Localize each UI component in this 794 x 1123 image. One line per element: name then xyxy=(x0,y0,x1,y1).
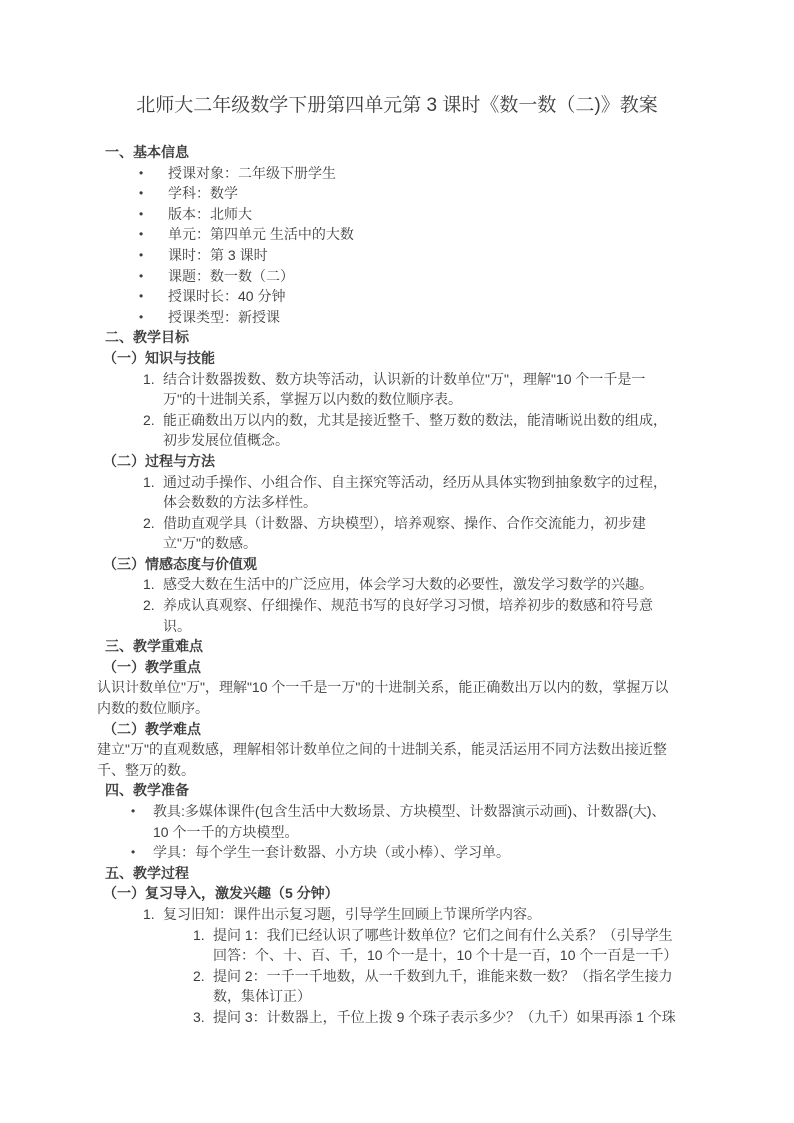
section-heading xyxy=(97,327,678,348)
block-text: 授课对象：二年级下册学生 xyxy=(168,164,336,181)
list-number: 3. xyxy=(193,1008,205,1025)
bullet-item xyxy=(97,163,678,184)
bullet-icon: • xyxy=(139,206,144,221)
list-number: 1. xyxy=(193,926,205,943)
block-text: 养成认真观察、仔细操作、规范书写的良好学习习惯，培养初步的数感和符号意识。 xyxy=(163,597,653,634)
block-text: （一）知识与技能 xyxy=(103,349,215,366)
bullet-icon: • xyxy=(139,268,144,283)
bullet-item xyxy=(97,286,678,307)
subsection-heading xyxy=(97,883,678,904)
numbered-item xyxy=(97,904,678,925)
block-text: 能正确数出万以内的数，尤其是接近整千、整万数的数法，能清晰说出数的组成，初步发展位值概念。 xyxy=(163,411,667,449)
bullet-item xyxy=(97,307,678,328)
block-text: 课题：数一数（二） xyxy=(168,267,294,284)
block-text: 学科：数学 xyxy=(168,185,238,202)
section-heading xyxy=(97,863,678,884)
bullet-icon: • xyxy=(139,227,144,242)
bullet-item xyxy=(97,842,678,863)
bullet-item xyxy=(97,245,678,266)
block-text: 教具:多媒体课件(包含生活中大数场景、方块模型、计数器演示动画)、计数器(大)、10 个一千的方块模型。 xyxy=(153,803,666,840)
bullet-icon: • xyxy=(131,845,136,860)
numbered-item xyxy=(97,513,678,554)
bullet-item xyxy=(97,224,678,245)
block-text: 单元：第四单元 生活中的大数 xyxy=(168,226,354,243)
section-heading xyxy=(97,780,678,801)
block-text: 提问 2：一千一千地数，从一千数到九千，谁能来数一数？（指名学生接力数，集体订正） xyxy=(213,967,673,1005)
block-text: 结合计数器拨数、数方块等活动，认识新的计数单位"万"，理解"10 个一千是一万"的十进制关系，掌握万以内数的数位顺序表。 xyxy=(163,370,646,408)
block-text: 三、教学重难点 xyxy=(105,638,203,655)
list-number: 2. xyxy=(143,411,155,428)
bullet-icon: • xyxy=(139,247,144,262)
block-text: 提问 3：计数器上，千位上拨 9 个珠子表示多少？（九千）如果再添 1 个珠 xyxy=(213,1008,676,1025)
block-text: 课时：第 3 课时 xyxy=(168,246,268,263)
list-number: 1. xyxy=(143,473,155,490)
bullet-item xyxy=(97,183,678,204)
bullet-item xyxy=(97,266,678,287)
paragraph xyxy=(97,739,678,780)
block-text: 通过动手操作、小组合作、自主探究等活动，经历从具体实物到抽象数字的过程，体会数数的方法多样性。 xyxy=(163,473,667,511)
list-number: 2. xyxy=(143,597,155,614)
subsection-heading xyxy=(97,451,678,472)
block-text: 版本：北师大 xyxy=(168,205,252,222)
numbered-item xyxy=(97,966,678,1007)
bullet-icon: • xyxy=(139,289,144,304)
list-number: 1. xyxy=(143,370,155,387)
block-text: 授课类型：新授课 xyxy=(168,308,280,325)
bullet-icon: • xyxy=(139,186,144,201)
numbered-item xyxy=(97,1007,678,1028)
subsection-heading xyxy=(97,719,678,740)
numbered-item xyxy=(97,574,678,595)
bullet-item xyxy=(97,801,678,842)
subsection-heading xyxy=(97,657,678,678)
bullet-icon: • xyxy=(139,165,144,180)
block-text: （一）复习导入，激发兴趣（5 分钟） xyxy=(103,885,339,902)
block-text: （二）过程与方法 xyxy=(103,452,215,469)
block-text: 四、教学准备 xyxy=(105,782,189,799)
bullet-icon: • xyxy=(131,804,136,818)
numbered-item xyxy=(97,925,678,966)
list-number: 2. xyxy=(193,967,205,984)
document-body xyxy=(97,142,678,1028)
block-text: 认识计数单位"万"，理解"10 个一千是一万"的十进制关系，能正确数出万以内的数，掌握万以内数的数位顺序。 xyxy=(97,679,669,717)
bullet-item xyxy=(97,204,678,225)
list-number: 1. xyxy=(143,905,155,922)
paragraph xyxy=(97,677,678,718)
block-text: 授课时长：40 分钟 xyxy=(168,288,286,305)
numbered-item xyxy=(97,410,678,451)
block-text: 借助直观学具（计数器、方块模型），培养观察、操作、合作交流能力，初步建立"万"的数感。 xyxy=(163,514,646,552)
numbered-item xyxy=(97,472,678,513)
block-text: （二）教学难点 xyxy=(103,720,201,737)
subsection-heading xyxy=(97,554,678,575)
block-text: 复习旧知：课件出示复习题，引导学生回顾上节课所学内容。 xyxy=(163,905,541,922)
block-text: 学具：每个学生一套计数器、小方块（或小棒）、学习单。 xyxy=(153,844,510,861)
block-text: 二、教学目标 xyxy=(105,329,189,346)
subsection-heading xyxy=(97,348,678,369)
block-text: 一、基本信息 xyxy=(105,144,189,160)
block-text: （一）教学重点 xyxy=(103,658,201,675)
block-text: 建立"万"的直观数感，理解相邻计数单位之间的十进制关系，能灵活运用不同方法数出接近整千、整万的数。 xyxy=(97,741,667,778)
block-text: 感受大数在生活中的广泛应用，体会学习大数的必要性，激发学习数学的兴趣。 xyxy=(163,576,653,593)
list-number: 2. xyxy=(143,514,155,531)
block-text: 五、教学过程 xyxy=(105,864,189,881)
list-number: 1. xyxy=(143,576,155,593)
block-text: 提问 1：我们已经认识了哪些计数单位？它们之间有什么关系？（引导学生回答：个、十、百、千，10 个一是十，10 个十是一百，10 个一百是一千） xyxy=(213,926,678,964)
numbered-item xyxy=(97,369,678,410)
block-text: （三）情感态度与价值观 xyxy=(103,555,257,572)
bullet-icon: • xyxy=(139,309,144,324)
section-heading xyxy=(97,142,678,163)
numbered-item xyxy=(97,595,678,636)
document-title: 北师大二年级数学下册第四单元第 3 课时《数一数（二)》教案 xyxy=(136,95,658,116)
section-heading xyxy=(97,636,678,657)
